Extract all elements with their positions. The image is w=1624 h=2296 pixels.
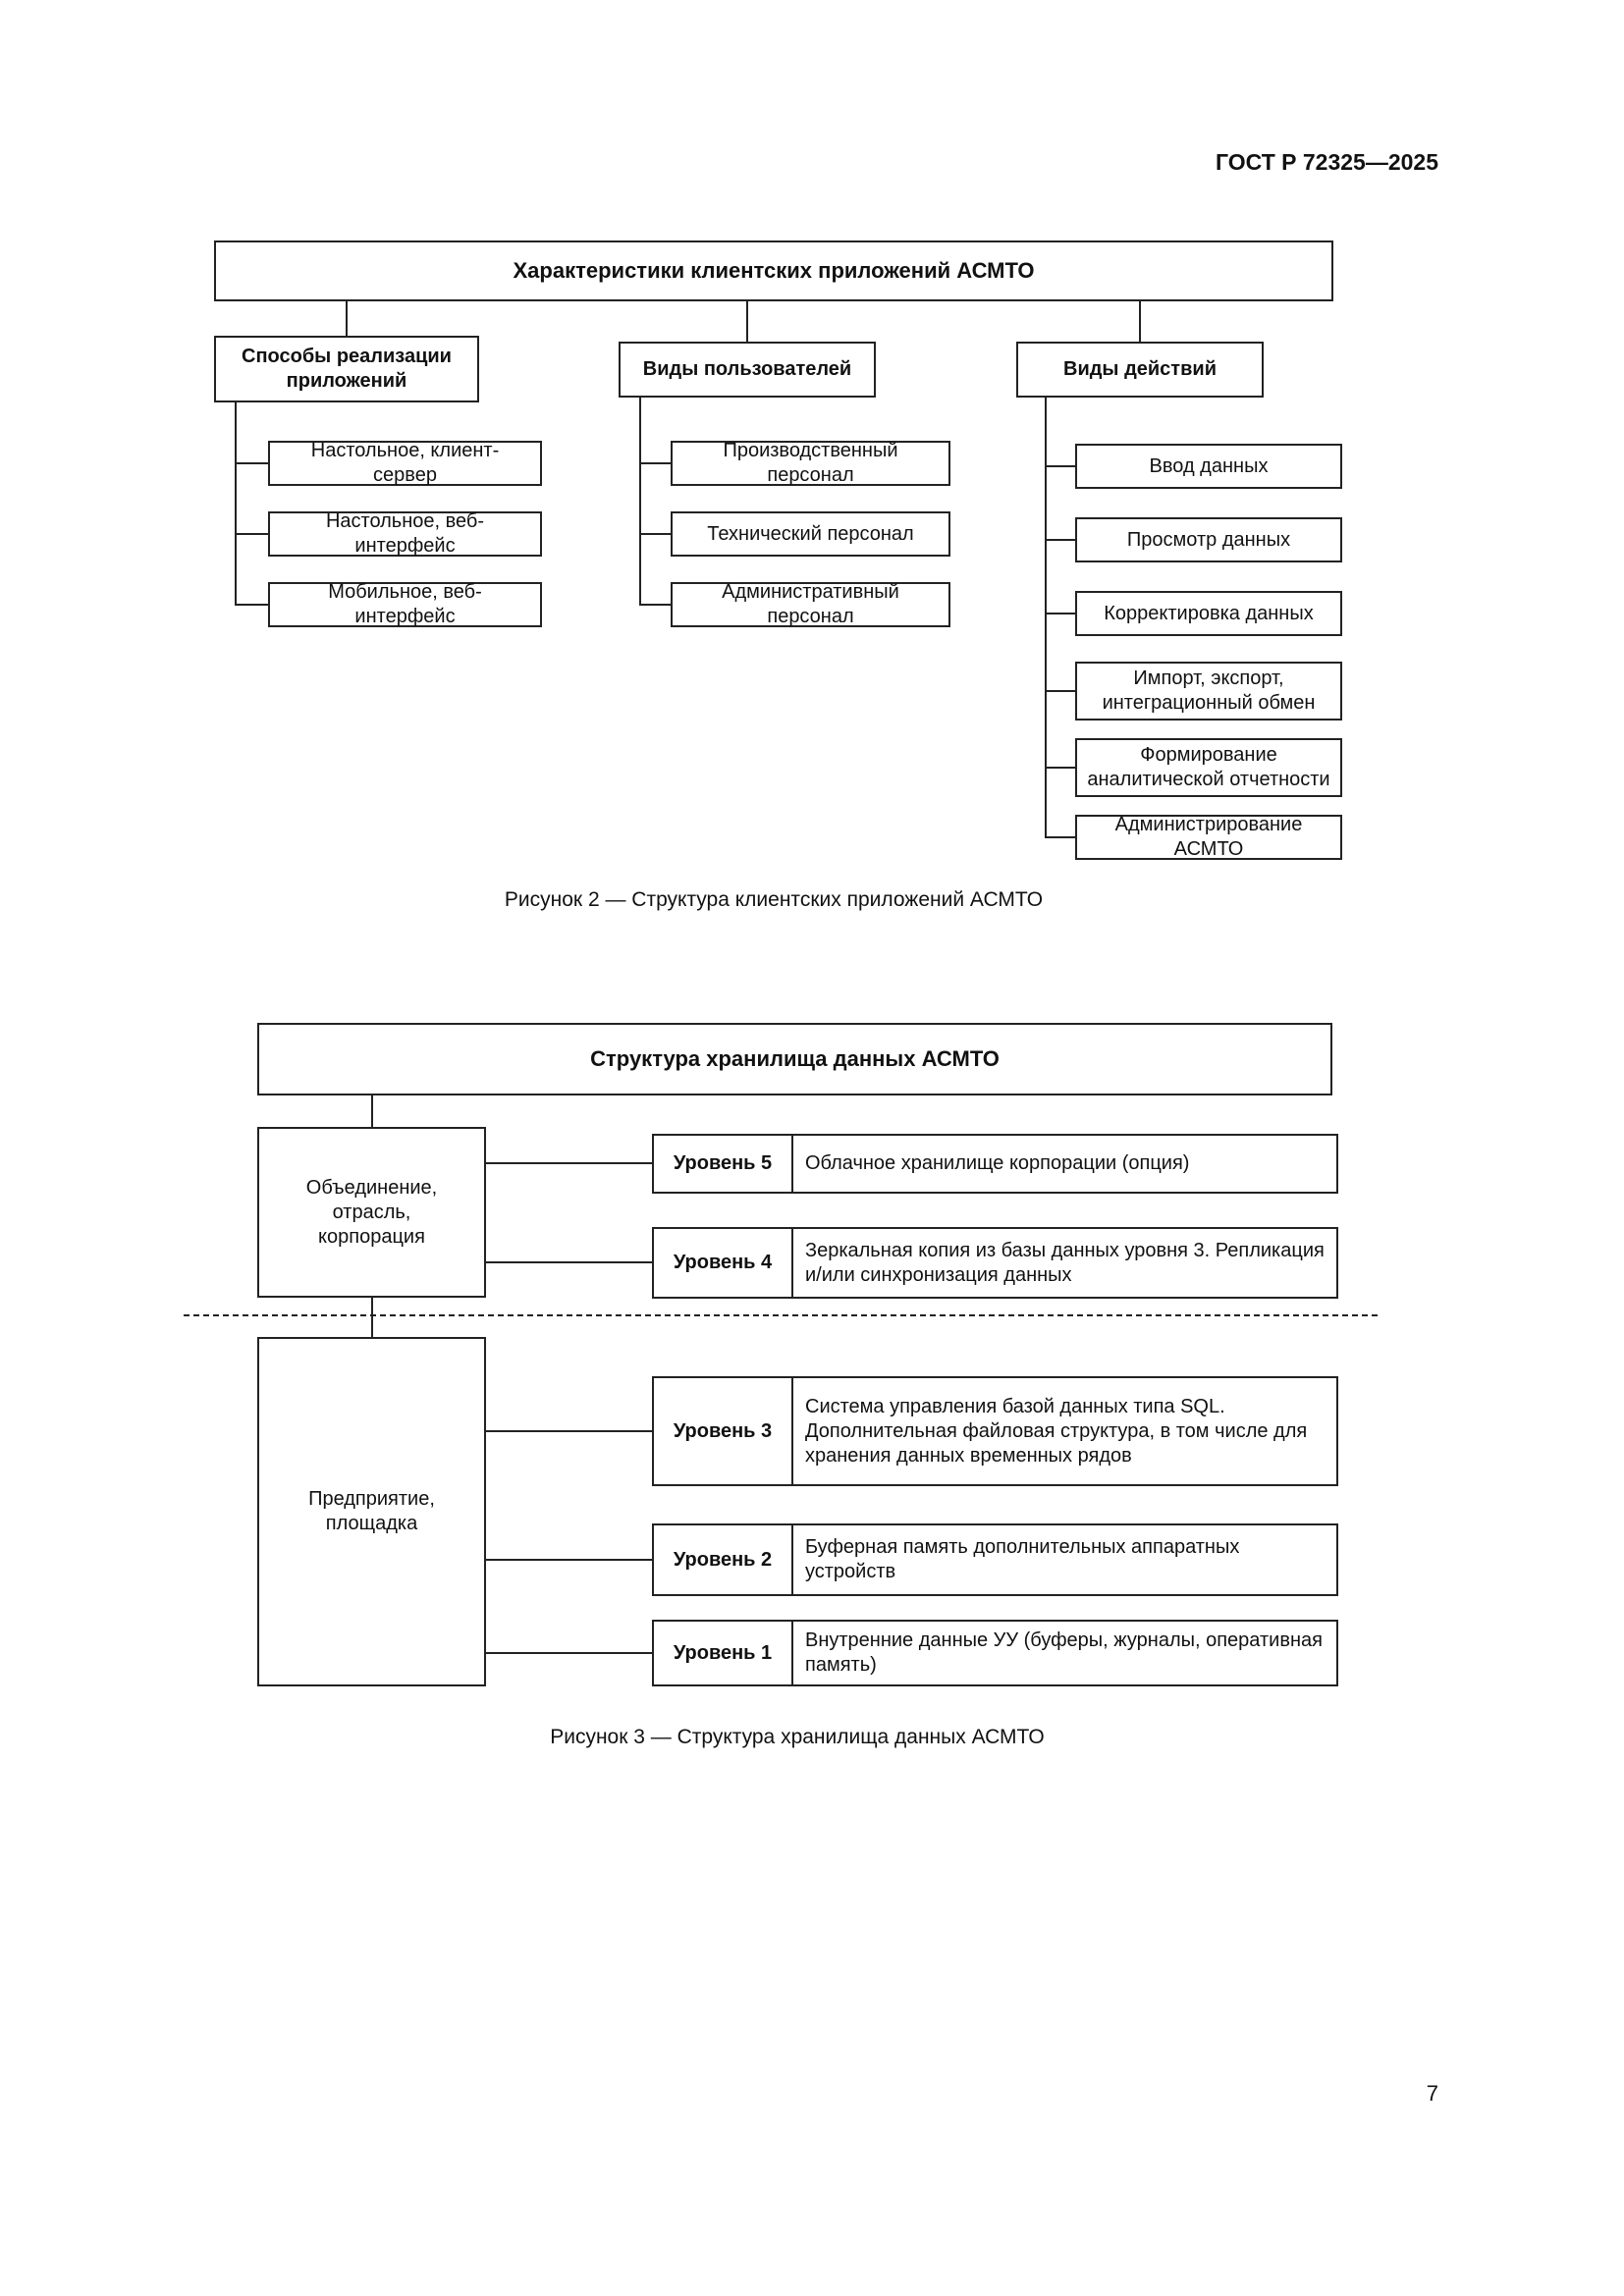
tree-node: Ввод данных [1075,444,1342,489]
level-label: Уровень 5 [652,1134,793,1194]
level-description: Система управления базой данных типа SQL. Дополнительная файловая структура, в том числе для хранения данных временных рядов [791,1376,1338,1486]
tree-node: Администрирование АСМТО [1075,815,1342,860]
connector-line [235,533,268,535]
connector-line [1045,398,1047,838]
connector-line [486,1652,652,1654]
figure2-column3-header: Виды действий [1016,342,1264,398]
figure2-root-box: Характеристики клиентских приложений АСМТО [214,240,1333,301]
figure3-group-corporation: Объединение, отрасль, корпорация [257,1127,486,1298]
connector-line [235,462,268,464]
connector-line [371,1298,373,1337]
level-label: Уровень 4 [652,1227,793,1299]
connector-line [639,462,671,464]
connector-line [639,398,641,606]
connector-line [1139,301,1141,342]
tree-node: Импорт, экспорт, интеграционный обмен [1075,662,1342,721]
figure3-root-box: Структура хранилища данных АСМТО [257,1023,1332,1095]
connector-line [486,1261,652,1263]
connector-line [346,301,348,336]
dashed-separator [184,1314,1378,1316]
level-label: Уровень 1 [652,1620,793,1686]
tree-node: Настольное, веб-интерфейс [268,511,542,557]
connector-line [235,604,268,606]
connector-line [1045,690,1075,692]
level-description: Облачное хранилище корпорации (опция) [791,1134,1338,1194]
tree-node: Просмотр данных [1075,517,1342,562]
connector-line [486,1430,652,1432]
figure3-caption: Рисунок 3 — Структура хранилища данных АСМТО [550,1726,1045,1748]
level-description: Буферная память дополнительных аппаратных устройств [791,1523,1338,1596]
connector-line [1045,613,1075,614]
connector-line [1045,539,1075,541]
page-number: 7 [1426,2081,1438,2106]
figure2-column1-header: Способы реализации приложений [214,336,479,402]
connector-line [1045,767,1075,769]
connector-line [746,301,748,342]
connector-line [1045,836,1075,838]
tree-node: Административный персонал [671,582,950,627]
level-description: Внутренние данные УУ (буферы, журналы, оперативная память) [791,1620,1338,1686]
connector-line [486,1559,652,1561]
document-header: ГОСТ Р 72325—2025 [1216,149,1438,175]
connector-line [1045,465,1075,467]
tree-node: Мобильное, веб-интерфейс [268,582,542,627]
tree-node: Технический персонал [671,511,950,557]
connector-line [639,533,671,535]
figure2-column2-header: Виды пользователей [619,342,876,398]
figure2-caption: Рисунок 2 — Структура клиентских приложений АСМТО [504,888,1044,911]
connector-line [371,1095,373,1127]
tree-node: Производственный персонал [671,441,950,486]
tree-node: Формирование аналитической отчетности [1075,738,1342,797]
tree-node: Настольное, клиент-сервер [268,441,542,486]
level-description: Зеркальная копия из базы данных уровня 3. Репликация и/или синхронизация данных [791,1227,1338,1299]
figure3-group-enterprise: Предприятие, площадка [257,1337,486,1686]
connector-line [639,604,671,606]
level-label: Уровень 3 [652,1376,793,1486]
connector-line [486,1162,652,1164]
connector-line [235,402,237,606]
level-label: Уровень 2 [652,1523,793,1596]
tree-node: Корректировка данных [1075,591,1342,636]
